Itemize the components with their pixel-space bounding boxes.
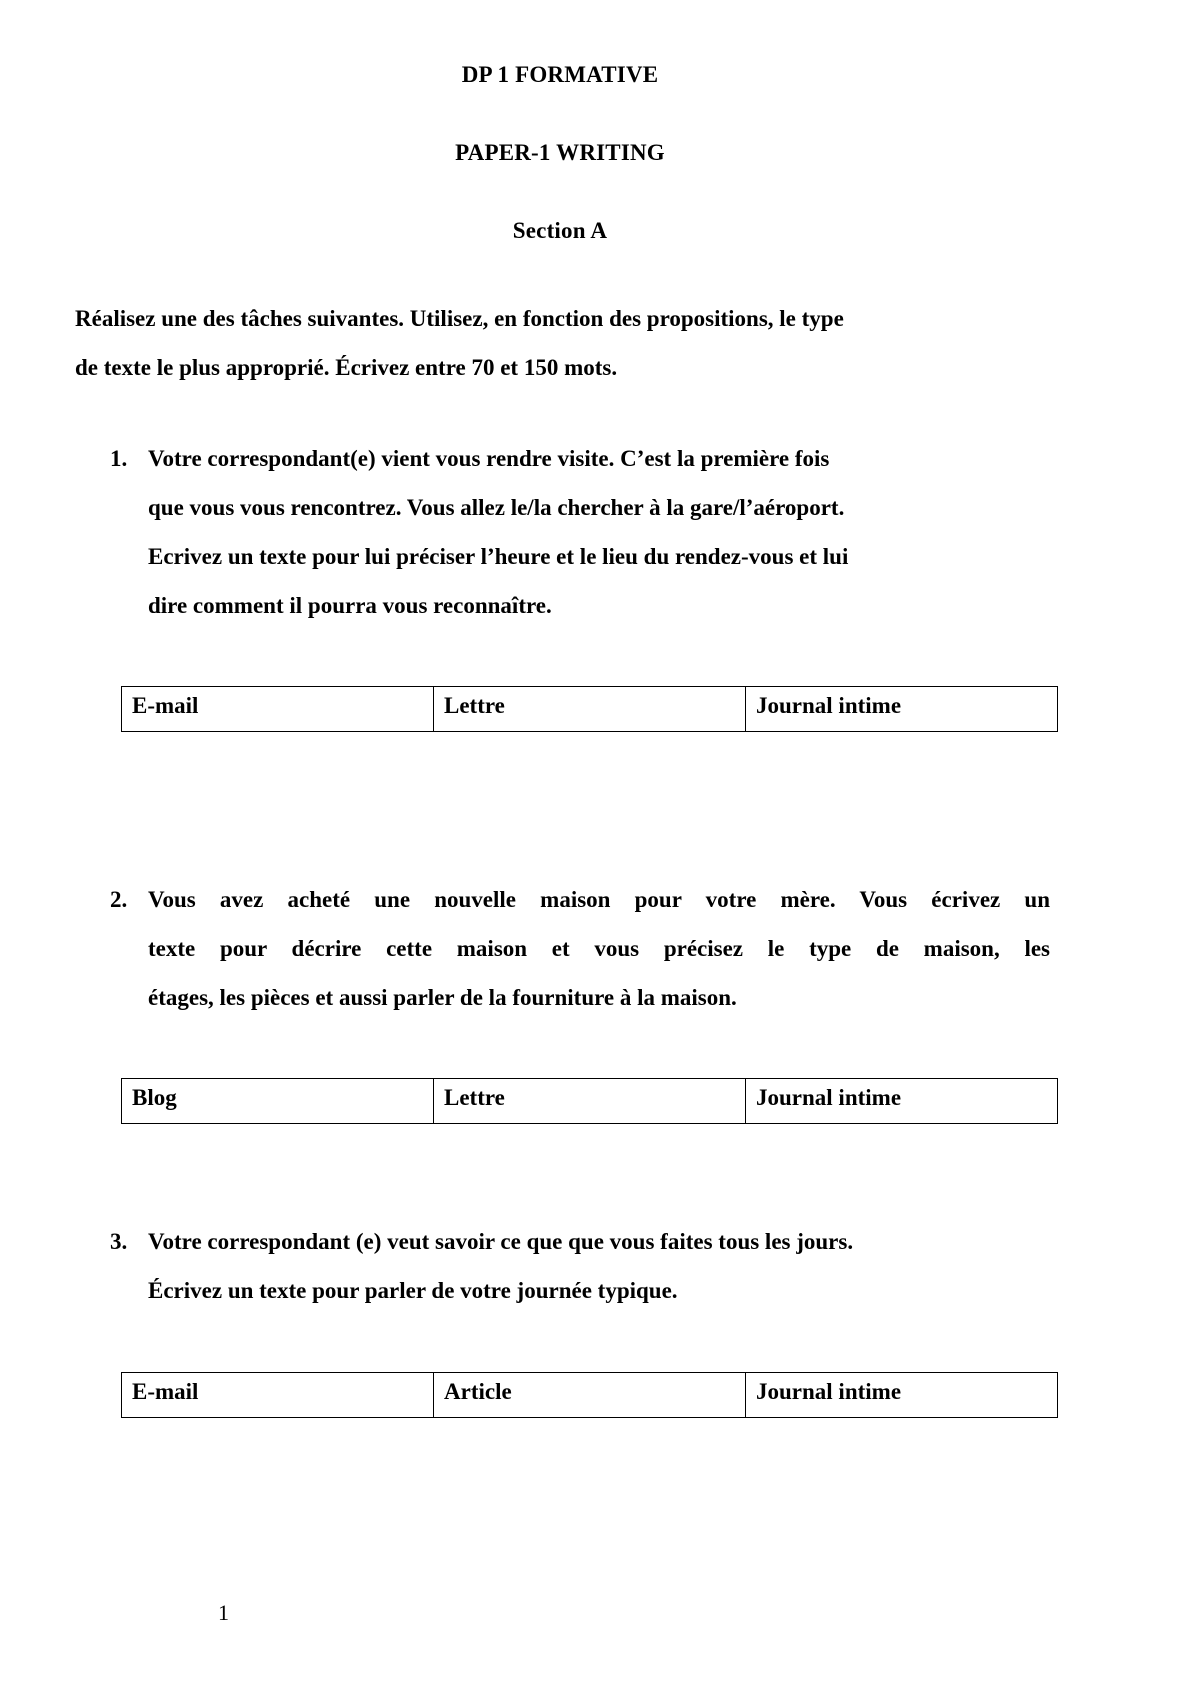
task-line: Écrivez un texte pour parler de votre journée typique. [148,1278,678,1303]
paper-subtitle: PAPER-1 WRITING [455,140,665,165]
task-3 [110,1217,1050,1315]
task-1-text-type-table [121,686,1058,732]
task-line: dire comment il pourra vous reconnaître. [148,593,552,618]
text-type-option: Lettre [434,1079,746,1124]
task-line: Votre correspondant(e) vient vous rendre visite. C’est la première fois [148,446,830,471]
table-row [122,1079,1058,1124]
text-type-option: Lettre [434,687,746,732]
task-number: 2. [110,887,128,912]
task-2 [110,875,1050,1022]
document-title: DP 1 FORMATIVE [461,62,659,87]
task-line: Vous avez acheté une nouvelle maison pour votre mère. Vous écrivez un [148,887,1050,912]
text-type-option: E-mail [122,687,434,732]
task-3-text-type-table [121,1372,1058,1418]
section-heading: Section A [512,218,608,243]
task-1 [110,434,1050,630]
text-type-option: Blog [122,1079,434,1124]
page-number: 1 [218,1600,229,1625]
task-2-text-type-table [121,1078,1058,1124]
text-type-option: Article [434,1373,746,1418]
text-type-option: E-mail [122,1373,434,1418]
task-text [148,434,1050,630]
table-row [122,1373,1058,1418]
task-number: 3. [110,1229,128,1254]
task-text [148,875,1050,1022]
task-line: Ecrivez un texte pour lui préciser l’heure et le lieu du rendez-vous et lui [148,544,849,569]
instructions-paragraph [75,294,1035,392]
table-row [122,687,1058,732]
text-type-option: Journal intime [746,687,1058,732]
instructions-line: de texte le plus approprié. Écrivez entre 70 et 150 mots. [75,355,618,380]
task-line: que vous vous rencontrez. Vous allez le/la chercher à la gare/l’aéroport. [148,495,845,520]
task-text [148,1217,1050,1315]
text-type-option: Journal intime [746,1373,1058,1418]
task-line: Votre correspondant (e) veut savoir ce que que vous faites tous les jours. [148,1229,854,1254]
text-type-option: Journal intime [746,1079,1058,1124]
instructions-line: Réalisez une des tâches suivantes. Utilisez, en fonction des propositions, le type [75,306,844,331]
task-number: 1. [110,446,128,471]
task-line: étages, les pièces et aussi parler de la fourniture à la maison. [148,985,737,1010]
task-line: texte pour décrire cette maison et vous précisez le type de maison, les [148,936,1050,961]
